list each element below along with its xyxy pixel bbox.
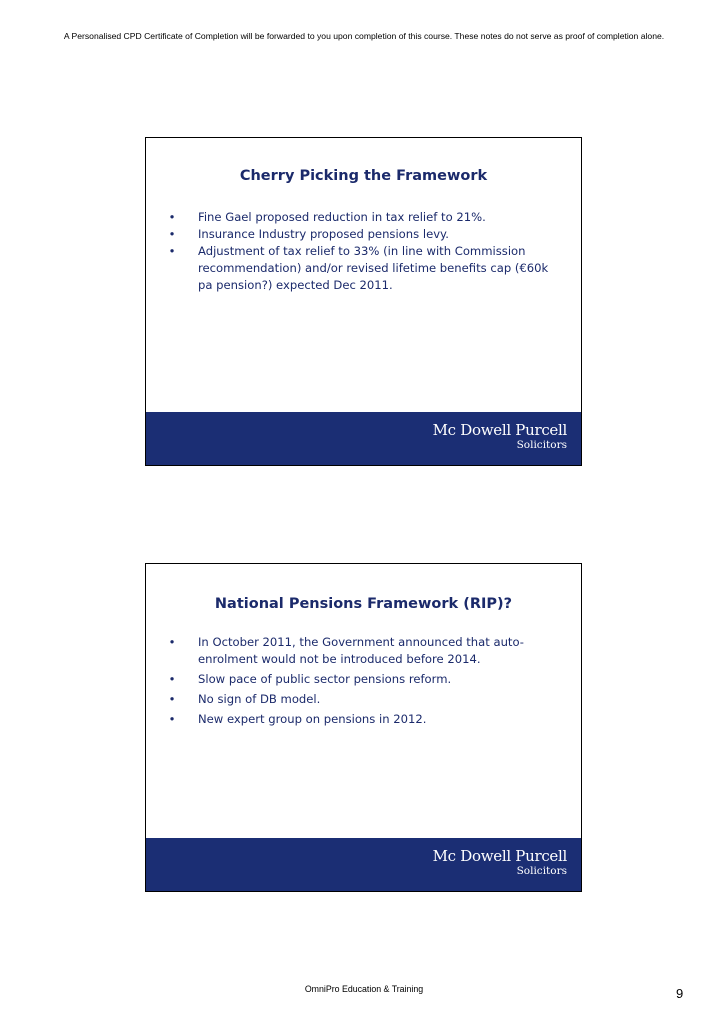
- slide-footer-band: [146, 838, 581, 891]
- bullet-list: [166, 634, 551, 731]
- firm-subtitle: Solicitors: [516, 439, 567, 451]
- bullet-text: Slow pace of public sector pensions reform.: [198, 672, 452, 686]
- slide-cherry-picking: [145, 137, 582, 466]
- bullet-icon: •: [168, 672, 176, 686]
- cpd-notice: A Personalised CPD Certificate of Completion will be forwarded to you upon completion of this course. These notes do not serve as proof of completion alone.: [63, 31, 665, 41]
- bullet-list: [166, 209, 551, 294]
- list-item: [166, 691, 551, 708]
- list-item: [166, 243, 551, 294]
- slide-national-pensions: [145, 563, 582, 892]
- bullet-text: No sign of DB model.: [198, 692, 321, 706]
- list-item: [166, 634, 551, 668]
- slide-title: National Pensions Framework (RIP)?: [214, 596, 513, 612]
- firm-logo: [433, 421, 567, 452]
- bullet-icon: •: [168, 712, 176, 726]
- bullet-text: Insurance Industry proposed pensions levy.: [198, 227, 449, 241]
- firm-name: Mc Dowell Purcell: [432, 421, 567, 439]
- firm-name: Mc Dowell Purcell: [432, 847, 567, 865]
- bullet-text: Adjustment of tax relief to 33% (in line with Commission recommendation) and/or revised lifetime benefits cap (€60k pa pension?) expected Dec 2011.: [198, 244, 549, 292]
- bullet-text: Fine Gael proposed reduction in tax relief to 21%.: [198, 210, 486, 224]
- slide-footer-band: [146, 412, 581, 465]
- list-item: [166, 671, 551, 688]
- list-item: [166, 711, 551, 728]
- bullet-icon: •: [168, 210, 176, 224]
- bullet-icon: •: [168, 227, 176, 241]
- list-item: [166, 226, 551, 243]
- bullet-text: New expert group on pensions in 2012.: [198, 712, 427, 726]
- bullet-icon: •: [168, 692, 176, 706]
- page-number: 9: [676, 986, 684, 1001]
- bullet-icon: •: [168, 635, 176, 649]
- firm-logo: [433, 847, 567, 878]
- page-footer-text: OmniPro Education & Training: [304, 984, 424, 994]
- bullet-text: In October 2011, the Government announced that auto-enrolment would not be introduced before 2014.: [198, 635, 524, 666]
- list-item: [166, 209, 551, 226]
- bullet-icon: •: [168, 244, 176, 258]
- slide-title: Cherry Picking the Framework: [239, 168, 488, 184]
- firm-subtitle: Solicitors: [516, 865, 567, 877]
